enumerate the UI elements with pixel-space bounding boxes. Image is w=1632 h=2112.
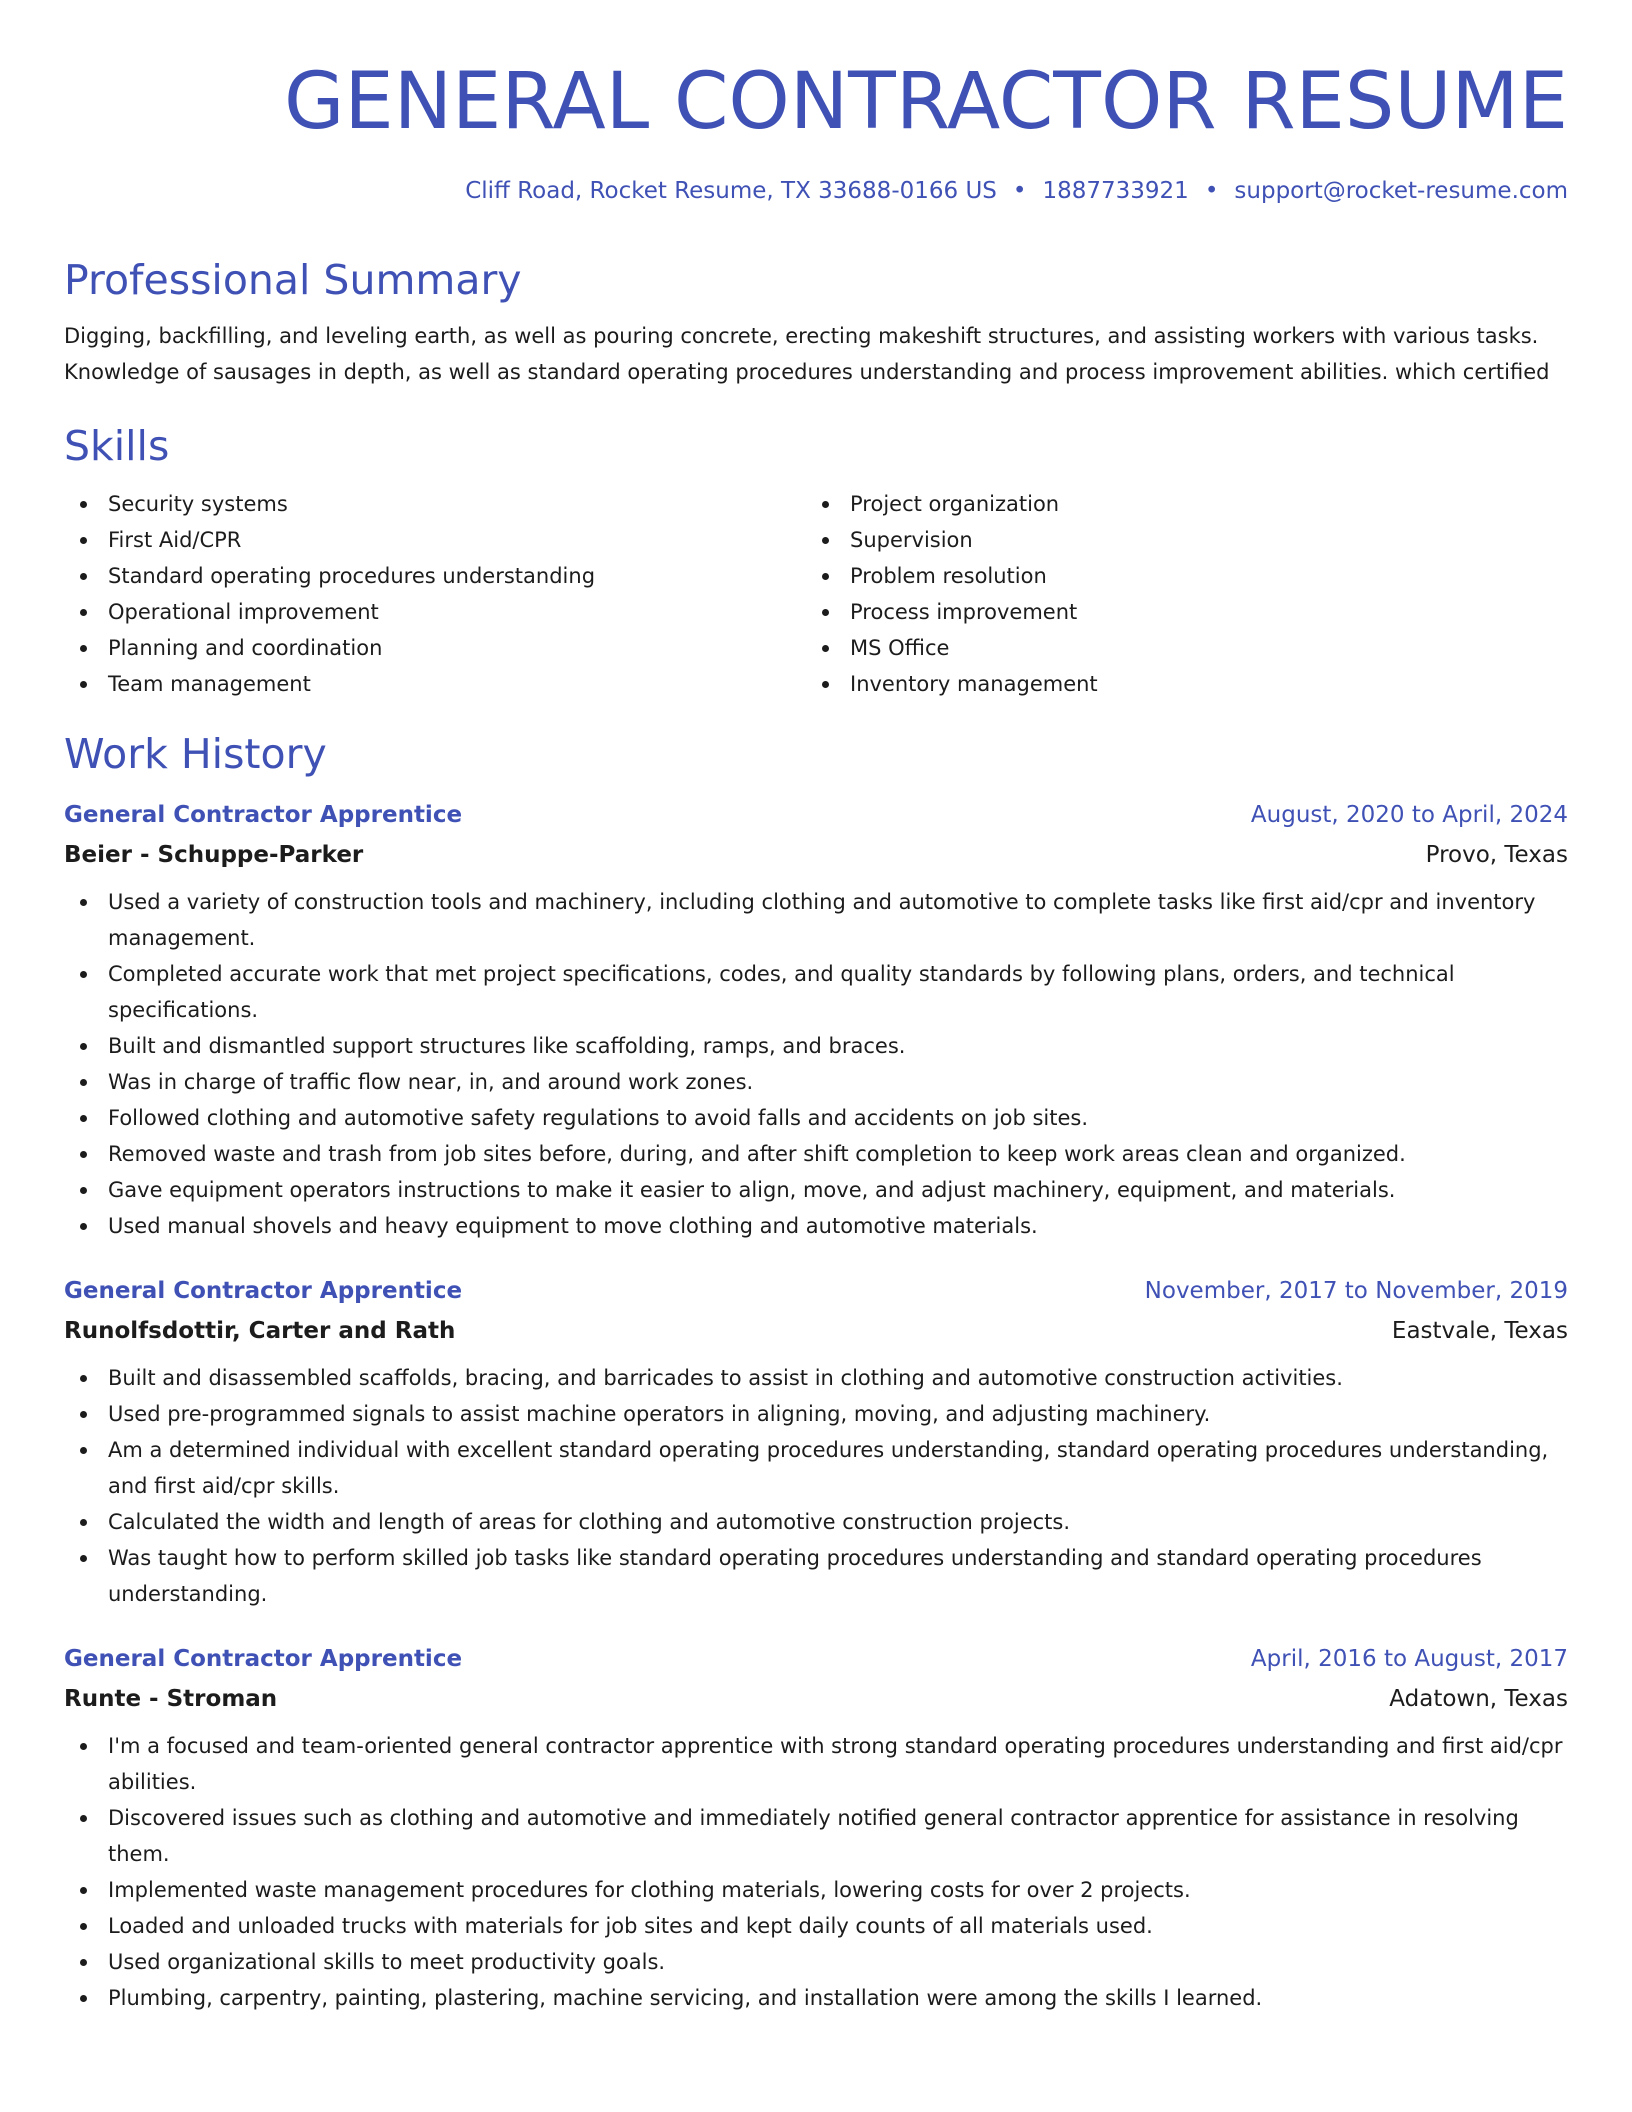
job-bullets [64,884,1568,1244]
job-title: General Contractor Apprentice [64,1278,463,1304]
job-title: General Contractor Apprentice [64,1646,463,1672]
job-bullet: Discovered issues such as clothing and automotive and immediately notified general contractor apprentice for assistance in resolving them. [64,1800,1568,1872]
job-bullet: Built and disassembled scaffolds, bracing, and barricades to assist in clothing and automotive construction activities. [64,1360,1568,1396]
job-bullet: Calculated the width and length of areas for clothing and automotive construction projects. [64,1504,1568,1540]
job-dates: August, 2020 to April, 2024 [1250,802,1568,828]
job-bullet: Used organizational skills to meet productivity goals. [64,1944,1568,1980]
contact-address: Cliff Road, Rocket Resume, TX 33688-0166 US [465,178,997,204]
job-bullet: Am a determined individual with excellent standard operating procedures understanding, standard operating procedures understanding, and first aid/cpr skills. [64,1432,1568,1504]
skill-item: Supervision [806,522,1548,558]
job-bullet: Used manual shovels and heavy equipment to move clothing and automotive materials. [64,1208,1568,1244]
job-bullet: I'm a focused and team-oriented general contractor apprentice with strong standard operating procedures understanding and first aid/cpr abilities. [64,1728,1568,1800]
skill-item: Process improvement [806,594,1548,630]
contact-separator: • [1204,178,1219,204]
skill-item: Security systems [64,486,806,522]
resume-title: GENERAL CONTRACTOR RESUME [283,57,1568,147]
job-bullets [64,1728,1568,2016]
job-company: Runolfsdottir, Carter and Rath [64,1318,456,1344]
job-bullet: Gave equipment operators instructions to make it easier to align, move, and adjust machinery, equipment, and materials. [64,1172,1568,1208]
skill-item: Team management [64,666,806,702]
job-bullet: Removed waste and trash from job sites before, during, and after shift completion to keep work areas clean and organized. [64,1136,1568,1172]
job-location: Eastvale, Texas [1391,1318,1568,1344]
job-company-row [64,838,1568,872]
job-bullet: Loaded and unloaded trucks with materials for job sites and kept daily counts of all materials used. [64,1908,1568,1944]
job-bullet: Completed accurate work that met project specifications, codes, and quality standards by following plans, orders, and technical specifications. [64,956,1568,1028]
job-header-row [64,1274,1568,1308]
skill-item: Problem resolution [806,558,1548,594]
job-title: General Contractor Apprentice [64,802,463,828]
job-location: Provo, Texas [1425,842,1568,868]
job-bullets [64,1360,1568,1612]
job-bullet: Used a variety of construction tools and machinery, including clothing and automotive to complete tasks like first aid/cpr and inventory management. [64,884,1568,956]
job-entry [64,798,1568,1244]
contact-separator: • [1012,178,1027,204]
skill-item: Planning and coordination [64,630,806,666]
job-entry [64,1642,1568,2016]
job-company: Beier - Schuppe-Parker [64,842,364,868]
job-entry [64,1274,1568,1612]
skill-item: Operational improvement [64,594,806,630]
skills-column-right [806,486,1548,702]
job-dates: April, 2016 to August, 2017 [1250,1646,1568,1672]
job-company-row [64,1314,1568,1348]
job-bullet: Followed clothing and automotive safety regulations to avoid falls and accidents on job sites. [64,1100,1568,1136]
job-bullet: Implemented waste management procedures for clothing materials, lowering costs for over 2 projects. [64,1872,1568,1908]
skill-item: Inventory management [806,666,1548,702]
job-bullet: Was in charge of traffic flow near, in, and around work zones. [64,1064,1568,1100]
job-dates: November, 2017 to November, 2019 [1144,1278,1568,1304]
contact-phone: 1887733921 [1042,178,1189,204]
contact-line [64,176,1568,206]
skills-heading: Skills [64,422,170,470]
job-bullet: Used pre-programmed signals to assist machine operators in aligning, moving, and adjusting machinery. [64,1396,1568,1432]
job-bullet: Was taught how to perform skilled job tasks like standard operating procedures understanding and standard operating procedures understanding. [64,1540,1568,1612]
job-bullet: Built and dismantled support structures like scaffolding, ramps, and braces. [64,1028,1568,1064]
job-location: Adatown, Texas [1389,1686,1568,1712]
job-bullet: Plumbing, carpentry, painting, plastering, machine servicing, and installation were among the skills I learned. [64,1980,1568,2016]
contact-email: support@rocket-resume.com [1234,178,1568,204]
skill-item: Project organization [806,486,1548,522]
skill-item: Standard operating procedures understanding [64,558,806,594]
job-header-row [64,1642,1568,1676]
skill-item: MS Office [806,630,1548,666]
job-company: Runte - Stroman [64,1686,278,1712]
skills-column-left [64,486,806,702]
job-company-row [64,1682,1568,1716]
skills-grid [64,486,1568,702]
skill-item: First Aid/CPR [64,522,806,558]
work-history-heading: Work History [64,730,327,778]
job-header-row [64,798,1568,832]
summary-text: Digging, backfilling, and leveling earth, as well as pouring concrete, erecting makeshift structures, and assisting workers with various tasks. Knowledge of sausages in depth, as well as standard operating procedures understanding and process improvement abilities. which certified [64,324,1550,384]
summary-heading: Professional Summary [64,256,522,304]
